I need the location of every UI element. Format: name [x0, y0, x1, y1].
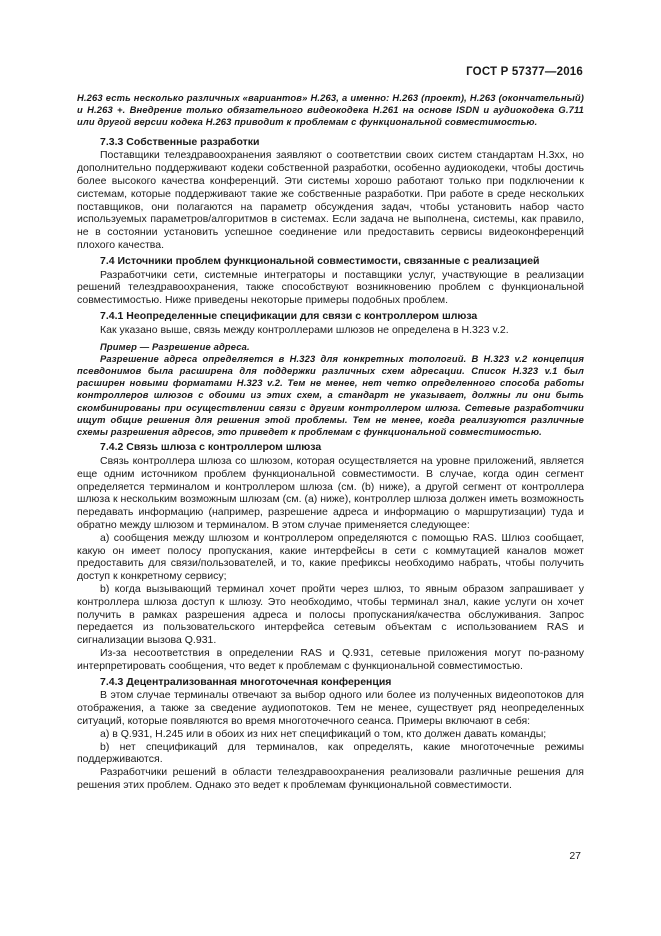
list-item-b: b) нет спецификаций для терминалов, как определять, какие многоточечные режимы поддерживаются.: [77, 740, 584, 766]
section-heading-7-4-2: 7.4.2 Связь шлюза с контроллером шлюза: [100, 441, 322, 454]
paragraph: В этом случае терминалы отвечают за выбор одного или более из полученных видеопотоков для отображения, а также за сведение аудиопотоков. Тем не менее, существует ряд неопределенных ситуаций, которые появляются во время многоточечного сеанса. Примеры включают в себя:: [77, 689, 584, 727]
section-heading-7-4-1: 7.4.1 Неопределенные спецификации для связи с контроллером шлюза: [100, 309, 478, 322]
paragraph: Связь контроллера шлюза со шлюзом, которая осуществляется на уровне приложений, является еще одним источником проблем функциональной совместимости. В случае, когда один сегмент определяется терминалом и контроллером шлюза (см. (b) ниже), а другой сегмент от контроллера шлюза к нескольким возможным шлюзам (см. (a) ниже), контроллер шлюза должен иметь возможность передавать информацию (например, разрешение адреса и информацию о маршрутизации) туда и обратно между шлюзом и терминалом. В этом случае применяется следующее:: [77, 454, 584, 531]
section-heading-7-4-3: 7.4.3 Децентрализованная многоточечная конференция: [100, 675, 392, 688]
paragraph: Разработчики сети, системные интеграторы и поставщики услуг, участвующие в реализации решений телездравоохранения, также способствуют возникновению проблем с функциональной совместимостью. Ниже приведены некоторые примеры подобных проблем.: [77, 268, 584, 307]
section-heading-7-4: 7.4 Источники проблем функциональной совместимости, связанные с реализацией: [100, 254, 540, 267]
paragraph: Разработчики решений в области телездравоохранения реализовали различные решения для решения этих проблем. Однако это ведет к проблемам функциональной совместимости.: [77, 766, 584, 791]
paragraph: Из-за несоответствия в определении RAS и Q.931, сетевые приложения могут по-разному интерпретировать сообщения, что ведет к проблемам с функциональной совместимостью.: [77, 646, 584, 672]
standard-designation: ГОСТ Р 57377—2016: [466, 66, 583, 78]
paragraph: Как указано выше, связь между контроллерами шлюзов не определена в H.323 v.2.: [100, 323, 509, 336]
example-title: Пример — Разрешение адреса.: [100, 340, 250, 352]
paragraph: Поставщики телездравоохранения заявляют о соответствии своих систем стандартам H.3xx, но дополнительно поддерживают кодеки собственной разработки, особенно аудиокодеки, чтобы достичь более высокого качества конференций. Эти системы хорошо работают только при подключении к системам, которые поддерживают такие же собственные разработки. При работе в среде нескольких поставщиков, они полагаются на параметр обсуждения задач, чтобы установить набор часто используемых параметров/алгоритмов в системах. Если задача не выполнена, системы, как правило, не в состоянии установить успешное соединение или предоставить сервисы видеоконференций плохого качества.: [77, 149, 584, 251]
page-body: [77, 92, 584, 792]
list-item-a: a) в Q.931, H.245 или в обоих из них нет спецификаций о том, кто должен давать команды;: [100, 727, 547, 740]
example-paragraph: Разрешение адреса определяется в H.323 для конкретных топологий. В H.323 v.2 концепция псевдонимов была расширена для поддержки различных схем адресации. Список H.323 v.1 был расширен новыми форматами H.323 v.2. Тем не менее, нет четко определенного способа работы контроллеров шлюзов с обоими из этих схем, а стандарт не указывает, должны ли они быть скомбинированы при осуществлении связи с другим контроллером шлюза. Сетевые разработчики ищут общие решения для решения этой проблемы. Тем не менее, когда реализуются различные схемы разрешения адресов, это приведет к проблемам с функциональной совместимостью.: [77, 352, 584, 437]
section-heading-7-3-3: 7.3.3 Собственные разработки: [100, 135, 260, 148]
note-paragraph: H.263 есть несколько различных «вариантов» H.263, а именно: H.263 (проект), H.263 (окончательный) и H.263 +. Внедрение только обязательного видеокодека H.261 на основе ISDN и аудиокодека G.711 или другой версии кодека H.263 приводит к проблемам с функциональной совместимостью.: [77, 92, 584, 128]
page-number: 27: [569, 850, 581, 862]
list-item-a: a) сообщения между шлюзом и контроллером определяются с помощью RAS. Шлюз сообщает, какую он имеет полосу пропускания, какие интерфейсы в сети с коммутацией каналов может предоставить для связи/пользователей, и то, какие префиксы необходимо набрать, чтобы получить доступ к конкретному сервису;: [77, 531, 584, 583]
list-item-b: b) когда вызывающий терминал хочет пройти через шлюз, то явным образом запрашивает у контроллера шлюза доступ к шлюзу. Это необходимо, чтобы терминал знал, какие услуги он хочет получить в рамках разрешения адреса и полосы пропускания/качества обслуживания. Запрос передается из пользовательского интерфейса сетевым объектам с использованием RAS и сигнализации вызова Q.931.: [77, 582, 584, 647]
